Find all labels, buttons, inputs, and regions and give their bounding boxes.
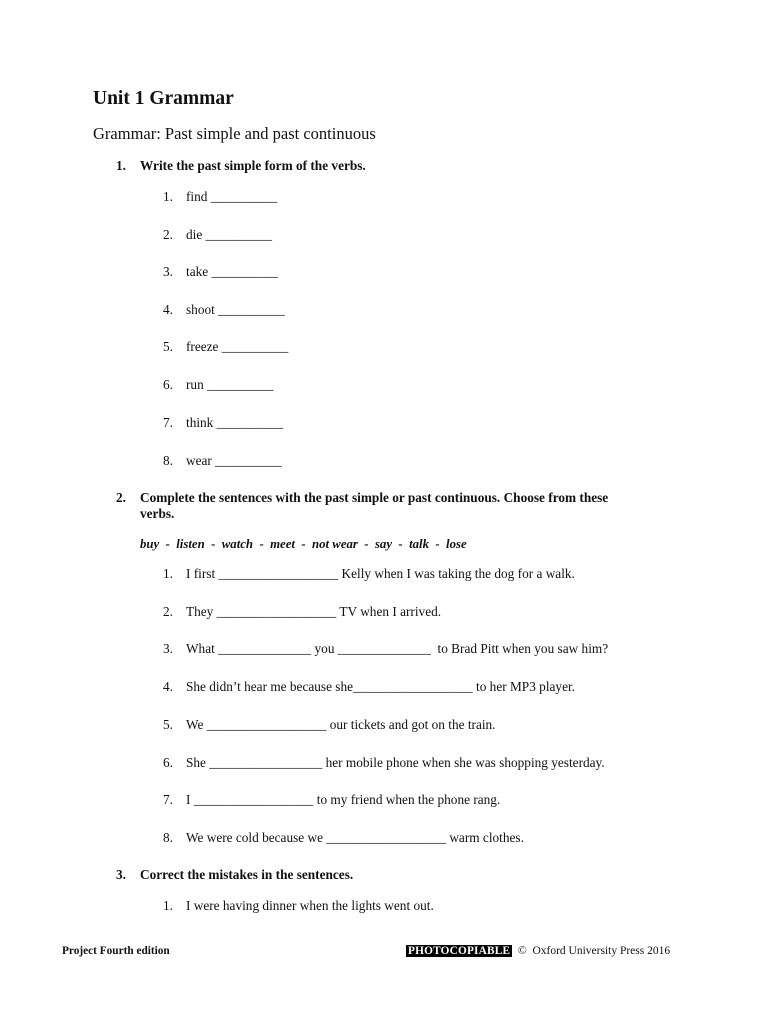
exercise-2-item-text: She _________________ her mobile phone when she was shopping yesterday. <box>186 755 605 770</box>
exercise-2-item-number: 4. <box>163 679 173 694</box>
exercise-2-item-number: 2. <box>163 604 173 619</box>
exercise-2-item-number: 3. <box>163 641 173 656</box>
exercise-1-item-number: 3. <box>163 264 173 279</box>
footer-copyright-line <box>406 944 670 958</box>
footer-copyright: © Oxford University Press 2016 <box>512 945 671 957</box>
exercise-1-item-number: 5. <box>163 339 173 354</box>
exercise-1-item-text: wear __________ <box>186 453 282 468</box>
footer-edition: Project Fourth edition <box>62 945 170 957</box>
exercise-1-item-number: 4. <box>163 302 173 317</box>
exercise-2-item-text: I __________________ to my friend when the phone rang. <box>186 792 501 807</box>
exercise-3-instruction: Correct the mistakes in the sentences. <box>140 867 354 882</box>
exercise-2-item-number: 6. <box>163 755 173 770</box>
exercise-1-item-number: 1. <box>163 189 173 204</box>
exercise-1-item-text: shoot __________ <box>186 302 285 317</box>
page-title: Unit 1 Grammar <box>93 88 234 109</box>
exercise-2-item-number: 1. <box>163 566 173 581</box>
exercise-1-item-text: run __________ <box>186 377 274 392</box>
word-bank: buy - listen - watch - meet - not wear - say - talk - lose <box>140 537 467 551</box>
exercise-1-item-text: find __________ <box>186 189 278 204</box>
exercise-2-item-text: I first __________________ Kelly when I was taking the dog for a walk. <box>186 566 575 581</box>
exercise-1-number: 1. <box>116 158 126 173</box>
exercise-2-item-number: 5. <box>163 717 173 732</box>
photocopiable-badge: PHOTOCOPIABLE <box>408 945 511 957</box>
exercise-2-instruction-continued: verbs. <box>140 506 175 521</box>
exercise-1-item-number: 7. <box>163 415 173 430</box>
exercise-1-item-text: freeze __________ <box>186 339 289 354</box>
exercise-2-number: 2. <box>116 490 126 505</box>
exercise-1-instruction: Write the past simple form of the verbs. <box>140 158 366 173</box>
exercise-2-item-number: 7. <box>163 792 173 807</box>
exercise-1-item-number: 6. <box>163 377 173 392</box>
exercise-2-item-text: She didn’t hear me because she__________________ to her MP3 player. <box>186 679 575 694</box>
exercise-2-item-text: We __________________ our tickets and got on the train. <box>186 717 496 732</box>
exercise-1-item-text: think __________ <box>186 415 284 430</box>
exercise-2-item-number: 8. <box>163 830 173 845</box>
exercise-2-item-text: We were cold because we __________________ warm clothes. <box>186 830 524 845</box>
exercise-2-item-text: They __________________ TV when I arrived. <box>186 604 442 619</box>
exercise-2-item-text: What ______________ you ______________ to Brad Pitt when you saw him? <box>186 641 609 656</box>
page-subtitle: Grammar: Past simple and past continuous <box>93 124 376 143</box>
exercise-1-item-number: 8. <box>163 453 173 468</box>
exercise-3-item-number: 1. <box>163 898 173 913</box>
exercise-1-item-text: die __________ <box>186 227 273 242</box>
exercise-3-item-text: I were having dinner when the lights went out. <box>186 898 434 913</box>
exercise-1-item-text: take __________ <box>186 264 278 279</box>
exercise-1-item-number: 2. <box>163 227 173 242</box>
exercise-2-instruction: Complete the sentences with the past simple or past continuous. Choose from these <box>140 490 609 505</box>
exercise-3-number: 3. <box>116 867 126 882</box>
